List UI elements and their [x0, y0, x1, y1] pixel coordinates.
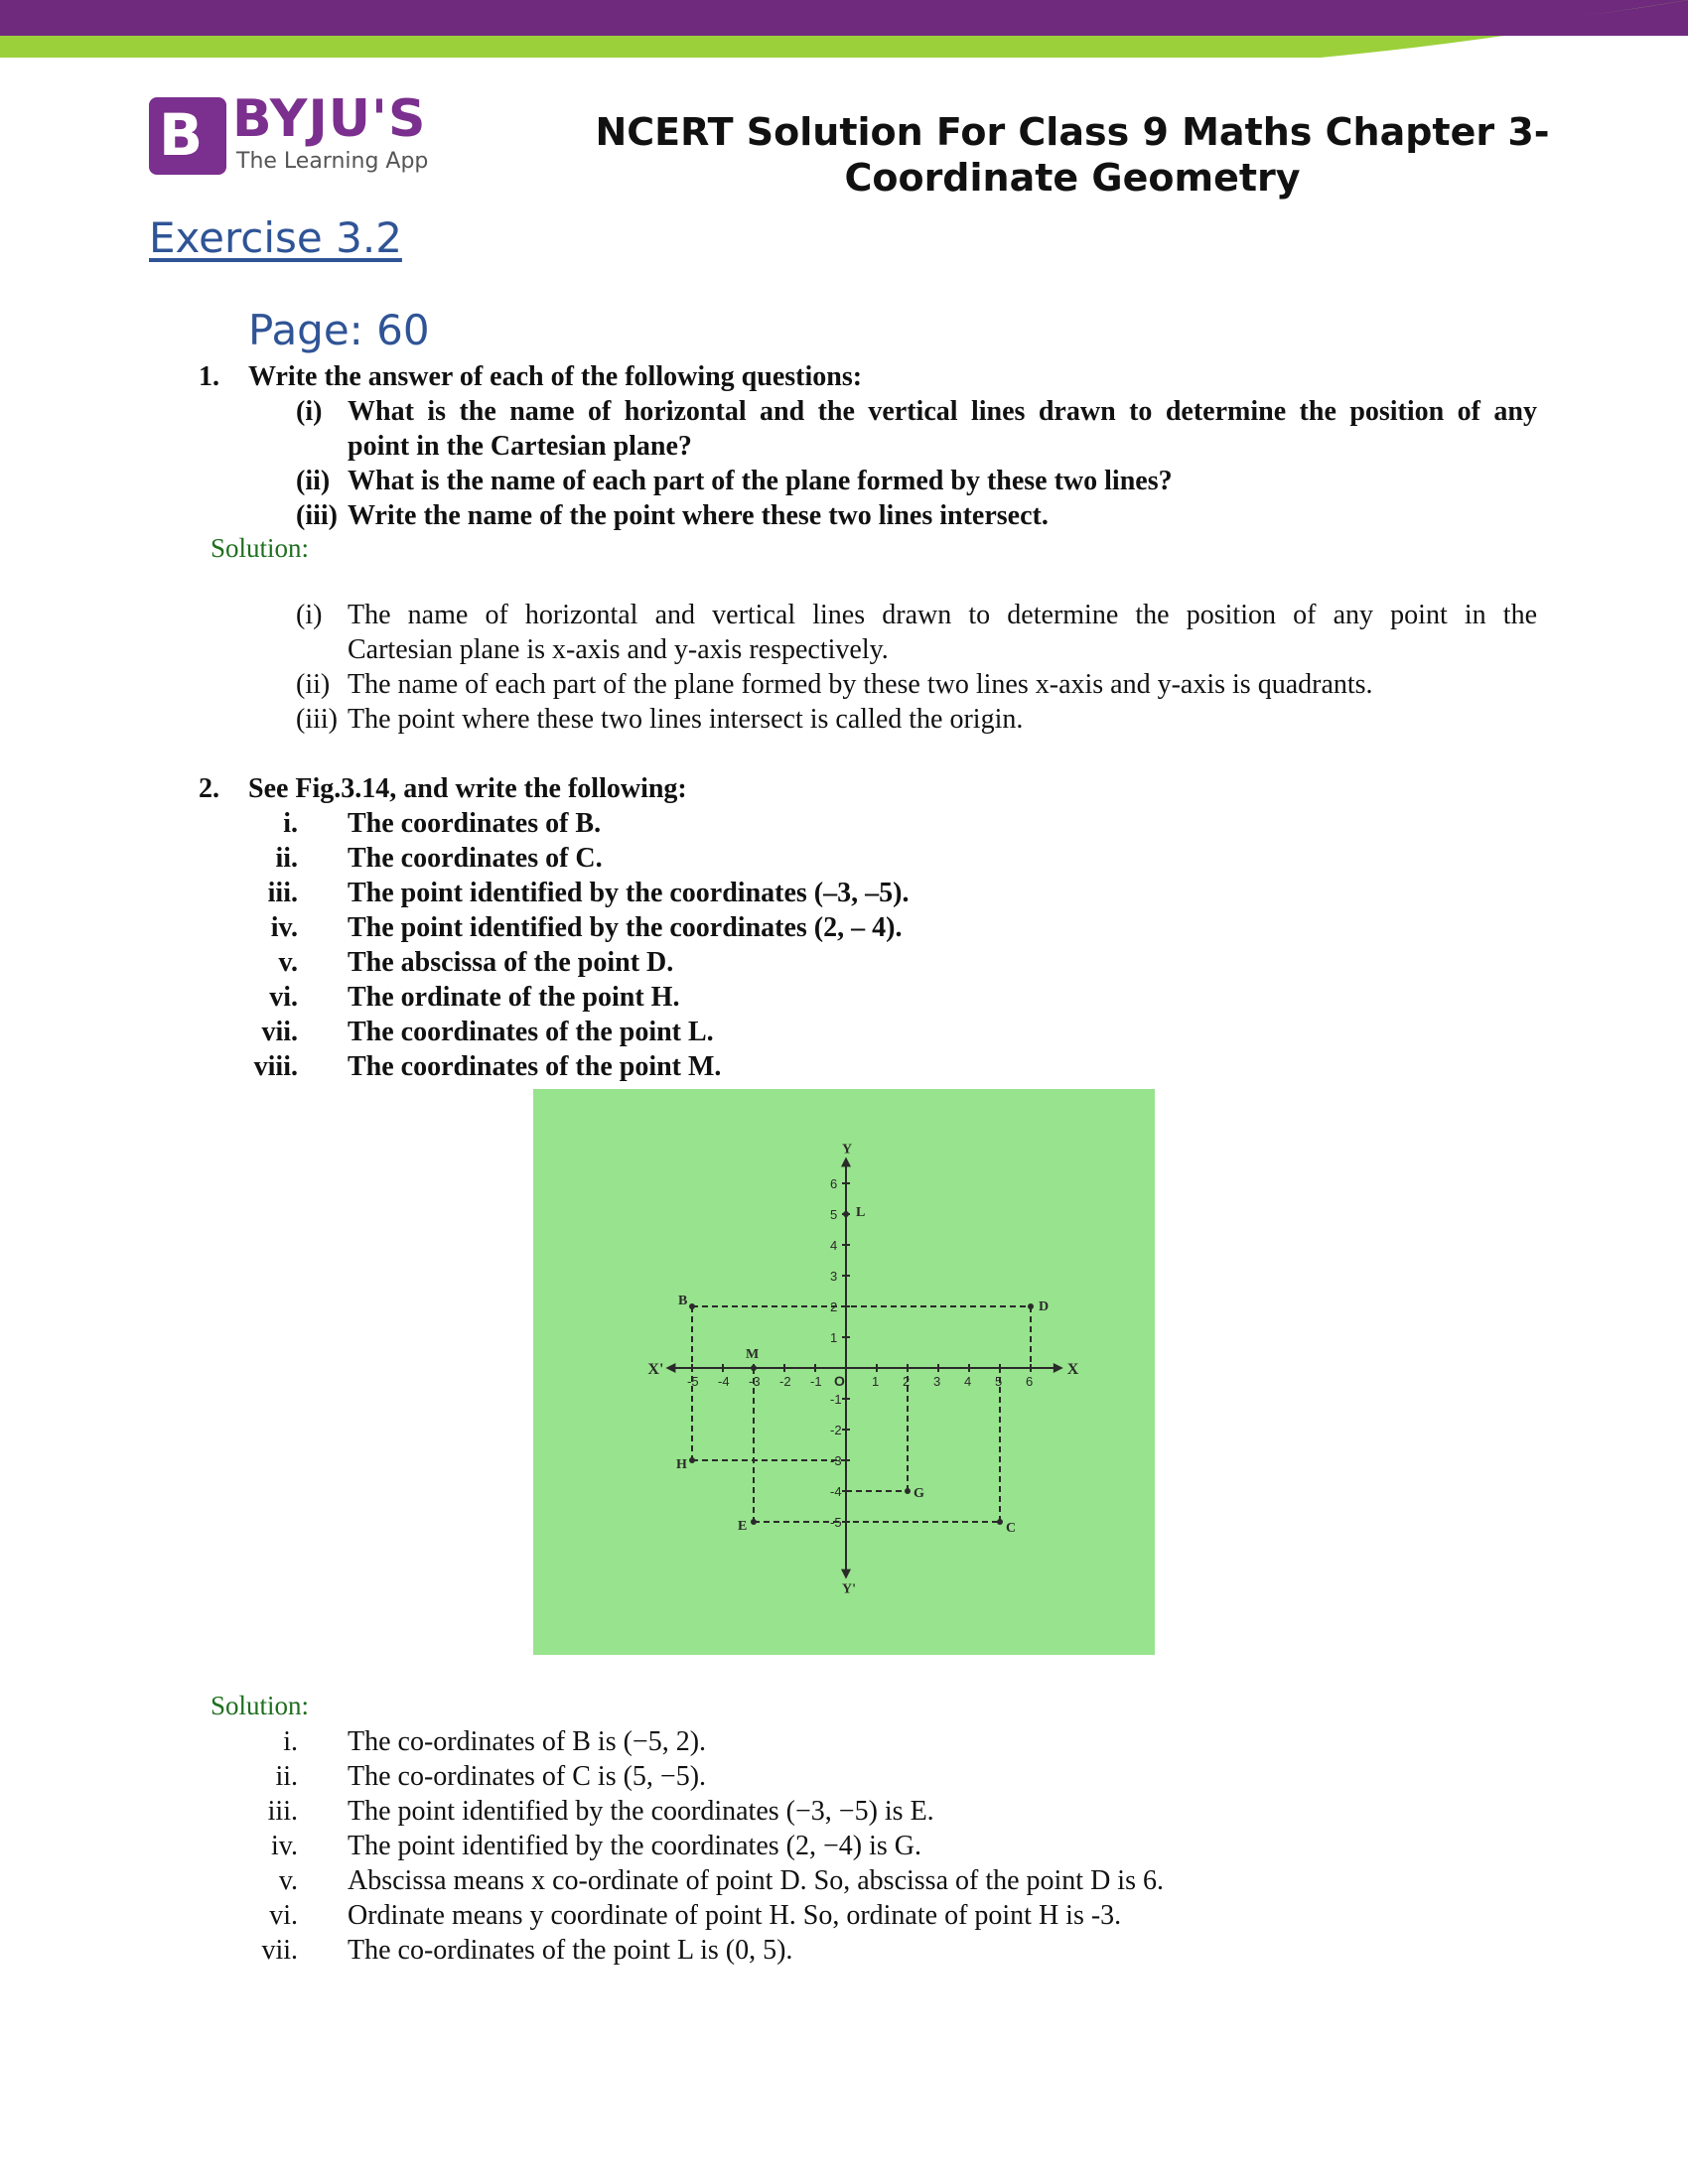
- point-label-l: L: [856, 1205, 866, 1220]
- list-label: v.: [278, 947, 298, 978]
- sub-question-label: (ii): [296, 466, 331, 496]
- list-item: The ordinate of the point H.: [348, 982, 680, 1013]
- answer-label: vii.: [261, 1935, 298, 1966]
- answer-text: The name of horizontal and vertical lines drawn to determine the position of any point in the: [348, 600, 1537, 630]
- list-label: iii.: [267, 878, 298, 908]
- x-tick-label: 6: [1026, 1374, 1034, 1389]
- x-tick-label: -2: [779, 1374, 791, 1389]
- title-line-1: NCERT Solution For Class 9 Maths Chapter 3-: [595, 110, 1550, 154]
- y-tick-label: -3: [830, 1453, 842, 1468]
- y-tick-label: -5: [830, 1515, 842, 1530]
- point-g: [905, 1488, 911, 1494]
- point-l: [843, 1211, 849, 1217]
- point-label-e: E: [738, 1519, 748, 1534]
- x-tick-label: 2: [903, 1374, 911, 1389]
- logo-brand-name: BYJU'S: [232, 89, 427, 149]
- point-label-d: D: [1039, 1299, 1050, 1314]
- title-line-2: Coordinate Geometry: [844, 156, 1301, 200]
- answer-label: (ii): [296, 669, 331, 700]
- axis-label: X: [1066, 1361, 1079, 1378]
- sub-question-text: What is the name of each part of the plane formed by these two lines?: [348, 466, 1173, 496]
- y-tick-label: -2: [830, 1423, 842, 1437]
- page-number: Page: 60: [248, 306, 430, 354]
- point-label-b: B: [678, 1294, 688, 1308]
- x-tick-label: -5: [687, 1374, 699, 1389]
- y-tick-label: 5: [830, 1207, 838, 1222]
- point-h: [689, 1457, 695, 1463]
- list-label: vi.: [269, 982, 298, 1013]
- answer-label: iii.: [267, 1796, 298, 1827]
- solution-label: Solution:: [211, 533, 310, 563]
- x-tick-label: 3: [933, 1374, 941, 1389]
- y-axis-arrow: [841, 1570, 851, 1579]
- sub-question-text: What is the name of horizontal and the vertical lines drawn to determine the position of any: [348, 396, 1537, 427]
- y-tick-label: 2: [830, 1299, 838, 1314]
- answer-text: Abscissa means x co-ordinate of point D. So, abscissa of the point D is 6.: [348, 1865, 1164, 1896]
- question-number: 2.: [199, 773, 219, 804]
- document-title: [556, 109, 1589, 201]
- y-tick-label: 6: [830, 1176, 838, 1191]
- x-tick-label: -3: [749, 1374, 761, 1389]
- answer-label: v.: [278, 1865, 298, 1896]
- header-band: [0, 0, 1688, 60]
- answer-label: iv.: [271, 1831, 298, 1861]
- list-label: iv.: [270, 912, 298, 943]
- answer-label: i.: [283, 1726, 298, 1757]
- coordinate-plane: [533, 1089, 1155, 1655]
- question-text: See Fig.3.14, and write the following:: [248, 773, 687, 804]
- answer-text: Cartesian plane is x-axis and y-axis respectively.: [348, 634, 889, 665]
- x-tick-label: 5: [995, 1374, 1003, 1389]
- list-item: The coordinates of C.: [348, 843, 603, 874]
- y-tick-label: -4: [830, 1484, 842, 1499]
- x-axis-arrow: [665, 1363, 675, 1373]
- answer-text: The point identified by the coordinates (−3, −5) is E.: [348, 1796, 934, 1827]
- axis-label: Y': [842, 1581, 856, 1597]
- point-d: [1028, 1303, 1034, 1309]
- point-m: [751, 1365, 757, 1371]
- x-tick-label: 1: [872, 1374, 880, 1389]
- answer-text: The point identified by the coordinates (2, −4) is G.: [348, 1831, 921, 1861]
- point-e: [751, 1519, 757, 1525]
- point-label-m: M: [746, 1347, 760, 1362]
- list-item: The point identified by the coordinates (–3, –5).: [348, 878, 910, 908]
- answer-text: The co-ordinates of C is (5, −5).: [348, 1761, 707, 1792]
- list-label: i.: [283, 808, 298, 839]
- y-tick-label: 4: [830, 1238, 838, 1253]
- answer-label: (iii): [296, 704, 338, 735]
- question-number: 1.: [199, 361, 219, 392]
- answer-text: Ordinate means y coordinate of point H. So, ordinate of point H is -3.: [348, 1900, 1122, 1931]
- list-label: viii.: [253, 1051, 298, 1082]
- axis-label: Y: [842, 1142, 853, 1158]
- answer-text: The point where these two lines intersect is called the origin.: [348, 704, 1024, 735]
- list-label: vii.: [261, 1017, 298, 1047]
- solution-label: Solution:: [211, 1691, 310, 1720]
- logo-tagline: The Learning App: [236, 149, 429, 174]
- answer-text: The co-ordinates of the point L is (0, 5).: [348, 1935, 793, 1966]
- question-text: Write the answer of each of the following questions:: [248, 361, 863, 392]
- coordinate-figure: [533, 1089, 1155, 1655]
- answer-label: vi.: [269, 1900, 298, 1931]
- y-tick-label: 3: [830, 1269, 838, 1284]
- x-tick-label: 4: [964, 1374, 972, 1389]
- answer-text: The name of each part of the plane formed by these two lines x-axis and y-axis is quadrants.: [348, 669, 1373, 700]
- point-label-h: H: [676, 1457, 687, 1472]
- answer-label: ii.: [275, 1761, 298, 1792]
- list-item: The coordinates of B.: [348, 808, 602, 839]
- point-label-c: C: [1006, 1521, 1017, 1536]
- list-item: The abscissa of the point D.: [348, 947, 674, 978]
- list-label: ii.: [275, 843, 298, 874]
- x-tick-label: -4: [718, 1374, 730, 1389]
- x-axis-arrow: [1054, 1363, 1063, 1373]
- list-item: The point identified by the coordinates (2, – 4).: [348, 912, 903, 943]
- origin-label: O: [834, 1373, 845, 1389]
- answer-label: (i): [296, 600, 323, 630]
- sub-question-label: (iii): [296, 500, 338, 531]
- y-tick-label: -1: [830, 1392, 842, 1407]
- list-item: The coordinates of the point L.: [348, 1017, 714, 1047]
- list-item: The coordinates of the point M.: [348, 1051, 722, 1082]
- point-c: [997, 1519, 1003, 1525]
- point-label-g: G: [914, 1486, 924, 1501]
- exercise-heading[interactable]: Exercise 3.2: [149, 213, 402, 262]
- y-tick-label: 1: [830, 1330, 838, 1345]
- answer-text: The co-ordinates of B is (−5, 2).: [348, 1726, 707, 1757]
- sub-question-label: (i): [296, 396, 323, 427]
- axis-label: X': [647, 1361, 664, 1378]
- point-b: [689, 1303, 695, 1309]
- x-tick-label: -1: [810, 1374, 822, 1389]
- y-axis-arrow: [841, 1157, 851, 1166]
- logo-mark: B: [149, 97, 226, 175]
- sub-question-text: point in the Cartesian plane?: [348, 431, 692, 462]
- byjus-logo[interactable]: [149, 89, 437, 177]
- sub-question-text: Write the name of the point where these two lines intersect.: [348, 500, 1049, 531]
